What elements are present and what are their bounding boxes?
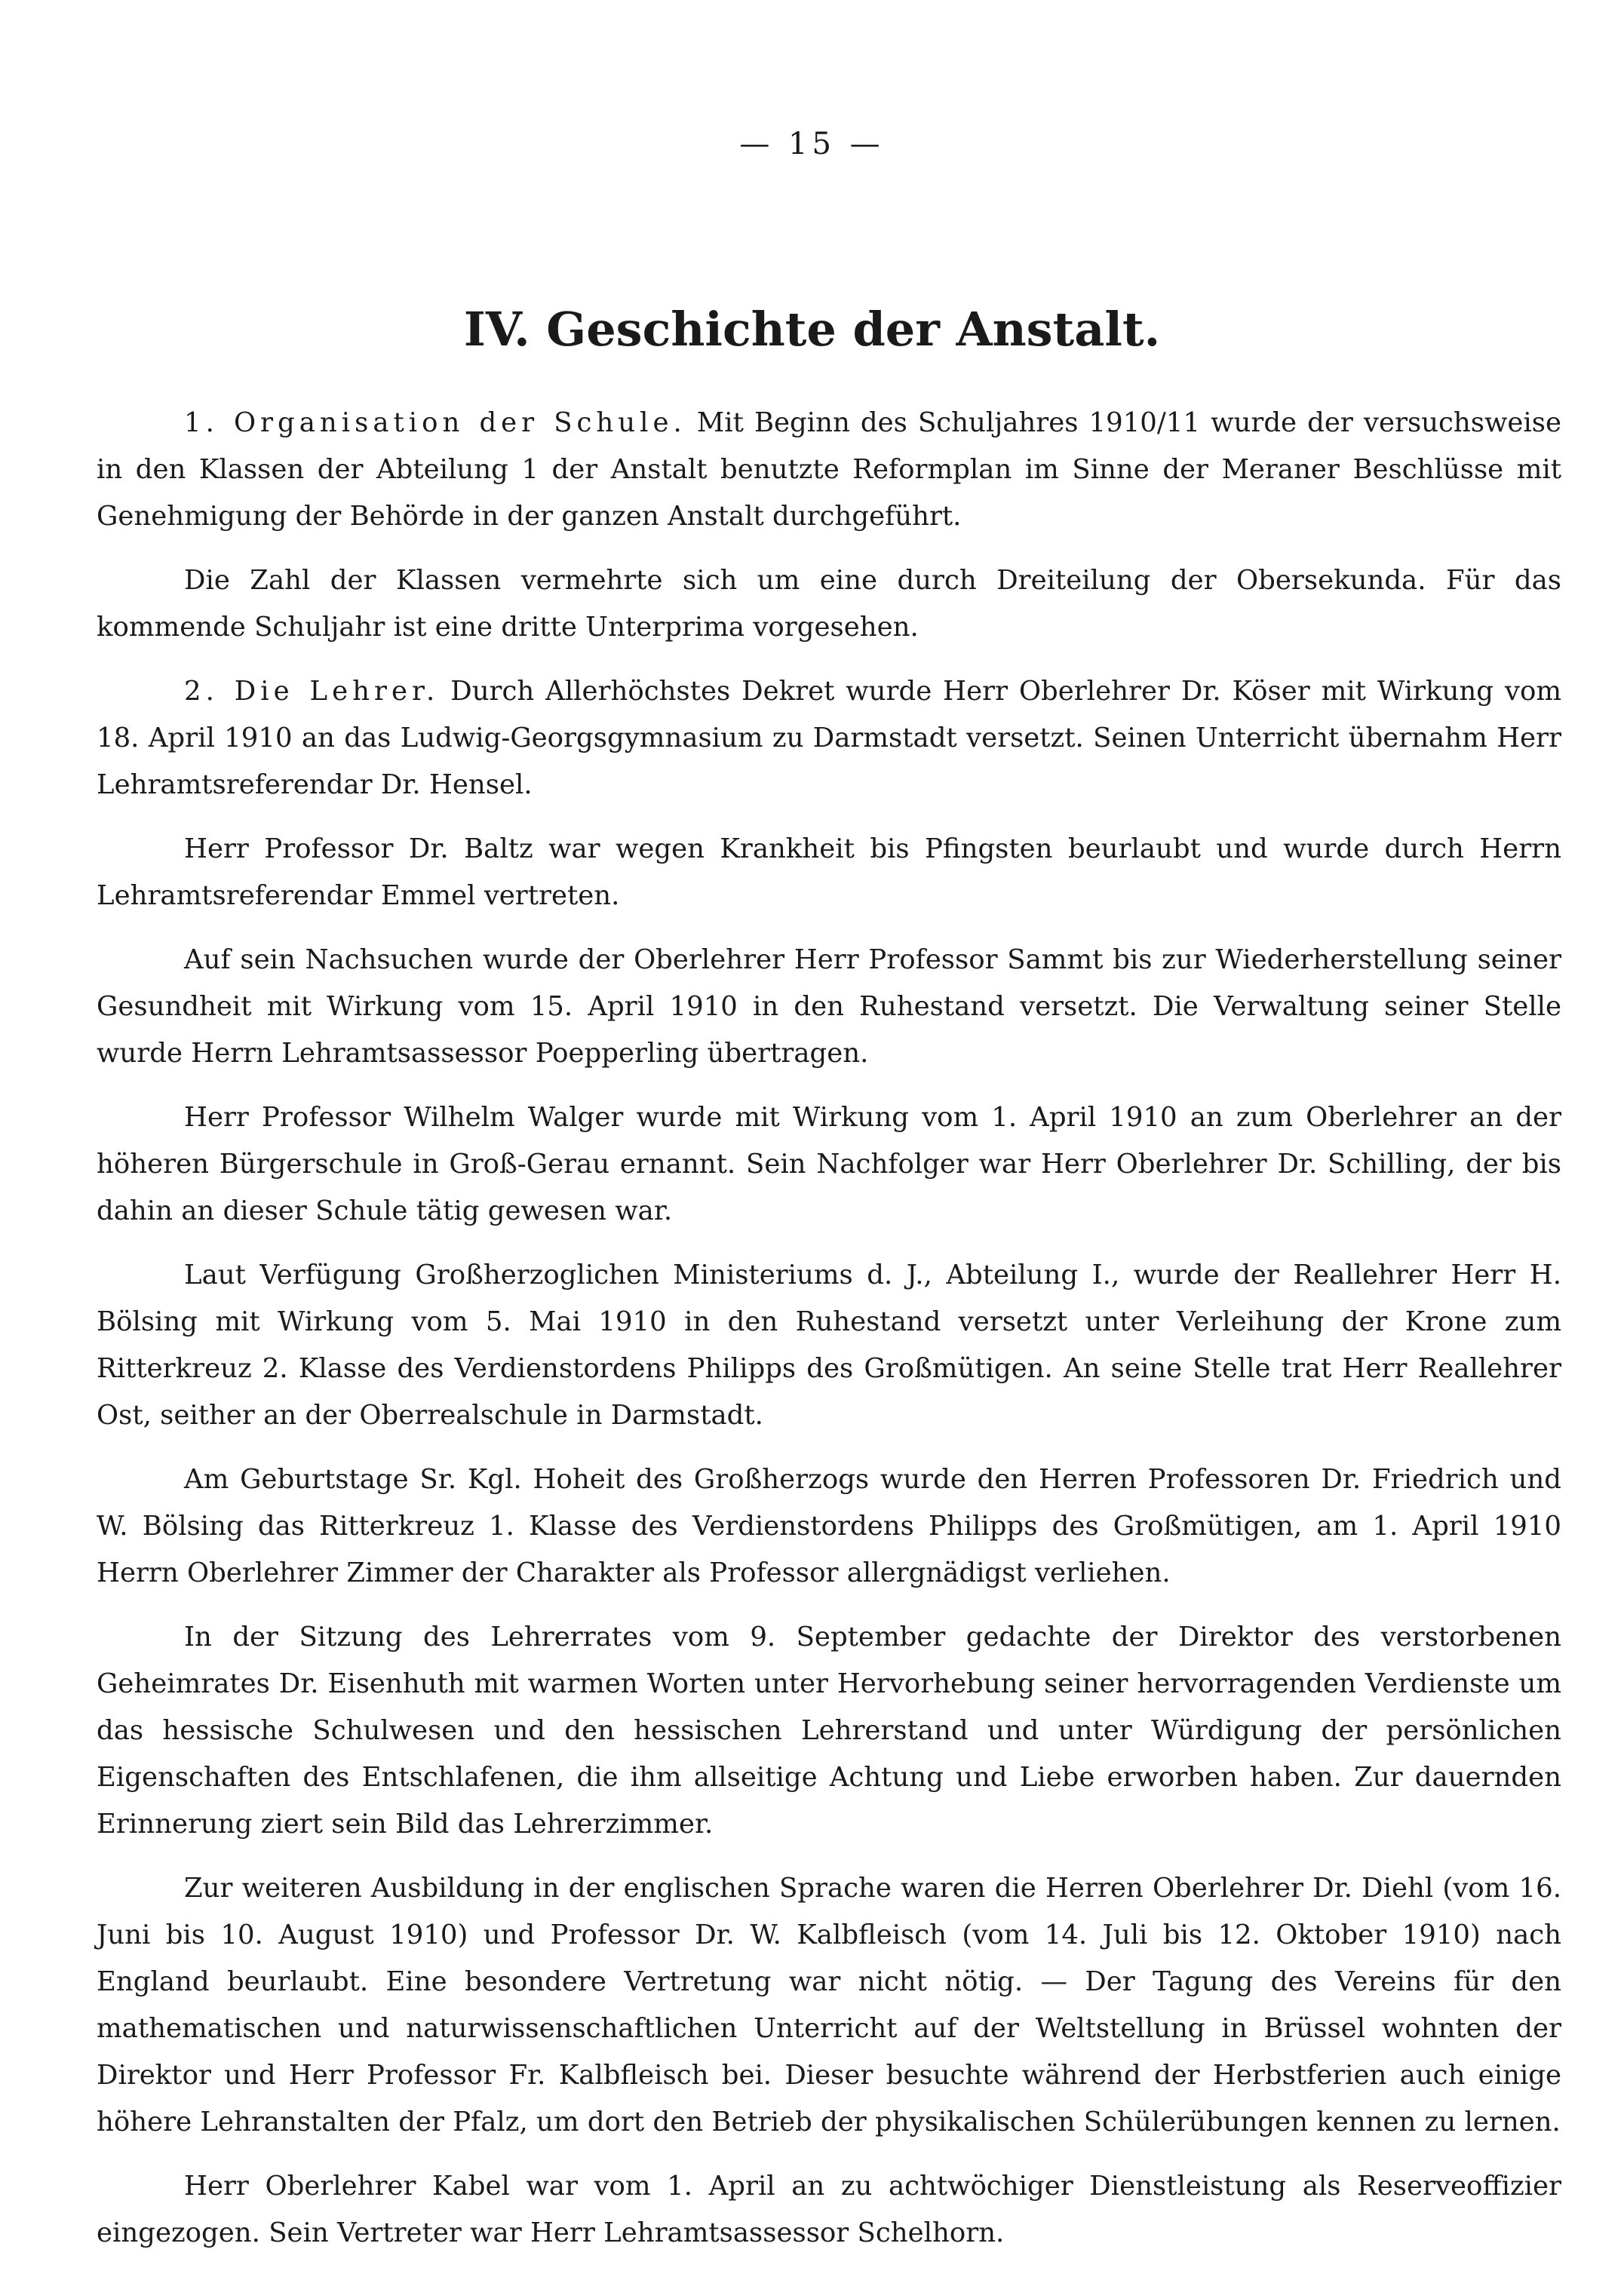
- section-heading: IV. Geschichte der Anstalt.: [463, 302, 1161, 357]
- paragraph-lead: 1. Organisation der Schule.: [184, 407, 686, 438]
- paragraph-text: Mit Beginn des Schuljahres 1910/11 wurde der versuchsweise in den Klassen der Abteilung 1 der Anstalt benutzte Reformplan im Sinne der Meraner Beschlüsse mit Genehmigung der Behörde in der ganzen Anstalt durchgeführt.: [97, 407, 1561, 532]
- paragraph-text: Herr Oberlehrer Kabel war vom 1. April an zu achtwöchiger Dienstleistung als Reserveoffizier eingezogen. Sein Vertreter war Herr Lehramtsassessor Schelhorn.: [97, 2171, 1561, 2248]
- paragraph-text: Die Zahl der Klassen vermehrte sich um eine durch Dreiteilung der Obersekunda. Für das kommende Schuljahr ist eine dritte Unterprima vorgesehen.: [97, 565, 1561, 643]
- paragraph: [97, 400, 1561, 540]
- paragraph-text: Herr Professor Dr. Baltz war wegen Krankheit bis Pfingsten beurlaubt und wurde durch Herrn Lehramtsreferendar Emmel vertreten.: [97, 833, 1561, 911]
- paragraph-text: Auf sein Nachsuchen wurde der Oberlehrer Herr Professor Sammt bis zur Wiederherstellung seiner Gesundheit mit Wirkung vom 15. April 1910 in den Ruhestand versetzt. Die Verwaltung seiner Stelle wurde Herrn Lehramtsassessor Poepperling übertragen.: [97, 944, 1561, 1069]
- paragraph: [97, 826, 1561, 919]
- paragraph-text: In der Sitzung des Lehrerrates vom 9. September gedachte der Direktor des verstorbenen Geheimrates Dr. Eisenhuth mit warmen Worten unter Hervorhebung seiner hervorragenden Verdienste um das hessische Schulwesen und den hessischen Lehrerstand und unter Würdigung der persönlichen Eigenschaften des Entschlafenen, die ihm allseitige Achtung und Liebe erworben haben. Zur dauernden Erinnerung ziert sein Bild das Lehrerzimmer.: [97, 1622, 1561, 1840]
- paragraph: [97, 557, 1561, 651]
- paragraph-text: Herr Professor Wilhelm Walger wurde mit Wirkung vom 1. April 1910 an zum Oberlehrer an der höheren Bürgerschule in Groß-Gerau ernannt. Sein Nachfolger war Herr Oberlehrer Dr. Schilling, der bis dahin an dieser Schule tätig gewesen war.: [97, 1102, 1561, 1226]
- body-text: [97, 400, 1561, 2274]
- paragraph: [97, 2163, 1561, 2257]
- paragraph-text: Am Geburtstage Sr. Kgl. Hoheit des Großherzogs wurde den Herren Professoren Dr. Friedrich und W. Bölsing das Ritterkreuz 1. Klasse des Verdienstordens Philipps des Großmütigen, am 1. April 1910 Herrn Oberlehrer Zimmer der Charakter als Professor allergnädigst verliehen.: [97, 1464, 1561, 1588]
- paragraph-text: Durch Allerhöchstes Dekret wurde Herr Oberlehrer Dr. Köser mit Wirkung vom 18. April 1910 an das Ludwig-Georgsgymnasium zu Darmstadt versetzt. Seinen Unterricht übernahm Herr Lehramtsreferendar Dr. Hensel.: [97, 676, 1562, 800]
- paragraph: [97, 1094, 1561, 1235]
- paragraph-lead: 2. Die Lehrer.: [184, 676, 440, 707]
- paragraph: [97, 1252, 1561, 1439]
- paragraph-text: Laut Verfügung Großherzoglichen Ministeriums d. J., Abteilung I., wurde der Reallehrer Herr H. Bölsing mit Wirkung vom 5. Mai 1910 in den Ruhestand versetzt unter Verleihung der Krone zum Ritterkreuz 2. Klasse des Verdienstordens Philipps des Großmütigen. An seine Stelle trat Herr Reallehrer Ost, seither an der Oberrealschule in Darmstadt.: [97, 1260, 1561, 1431]
- paragraph: [97, 1865, 1561, 2146]
- paragraph: [97, 1456, 1561, 1597]
- paragraph: [97, 668, 1561, 809]
- paragraph-text: Zur weiteren Ausbildung in der englischen Sprache waren die Herren Oberlehrer Dr. Diehl (vom 16. Juni bis 10. August 1910) und Professor Dr. W. Kalbfleisch (vom 14. Juli bis 12. Oktober 1910) nach England beurlaubt. Eine besondere Vertretung war nicht nötig. — Der Tagung des Vereins für den mathematischen und naturwissenschaftlichen Unterricht auf der Weltstellung in Brüssel wohnten der Direktor und Herr Professor Fr. Kalbfleisch bei. Dieser besuchte während der Herbstferien auch einige höhere Lehranstalten der Pfalz, um dort den Betrieb der physikalischen Schülerübungen kennen zu lernen.: [97, 1873, 1561, 2137]
- page-number: — 15 —: [739, 127, 885, 161]
- paragraph: [97, 937, 1561, 1077]
- paragraph: [97, 1614, 1561, 1848]
